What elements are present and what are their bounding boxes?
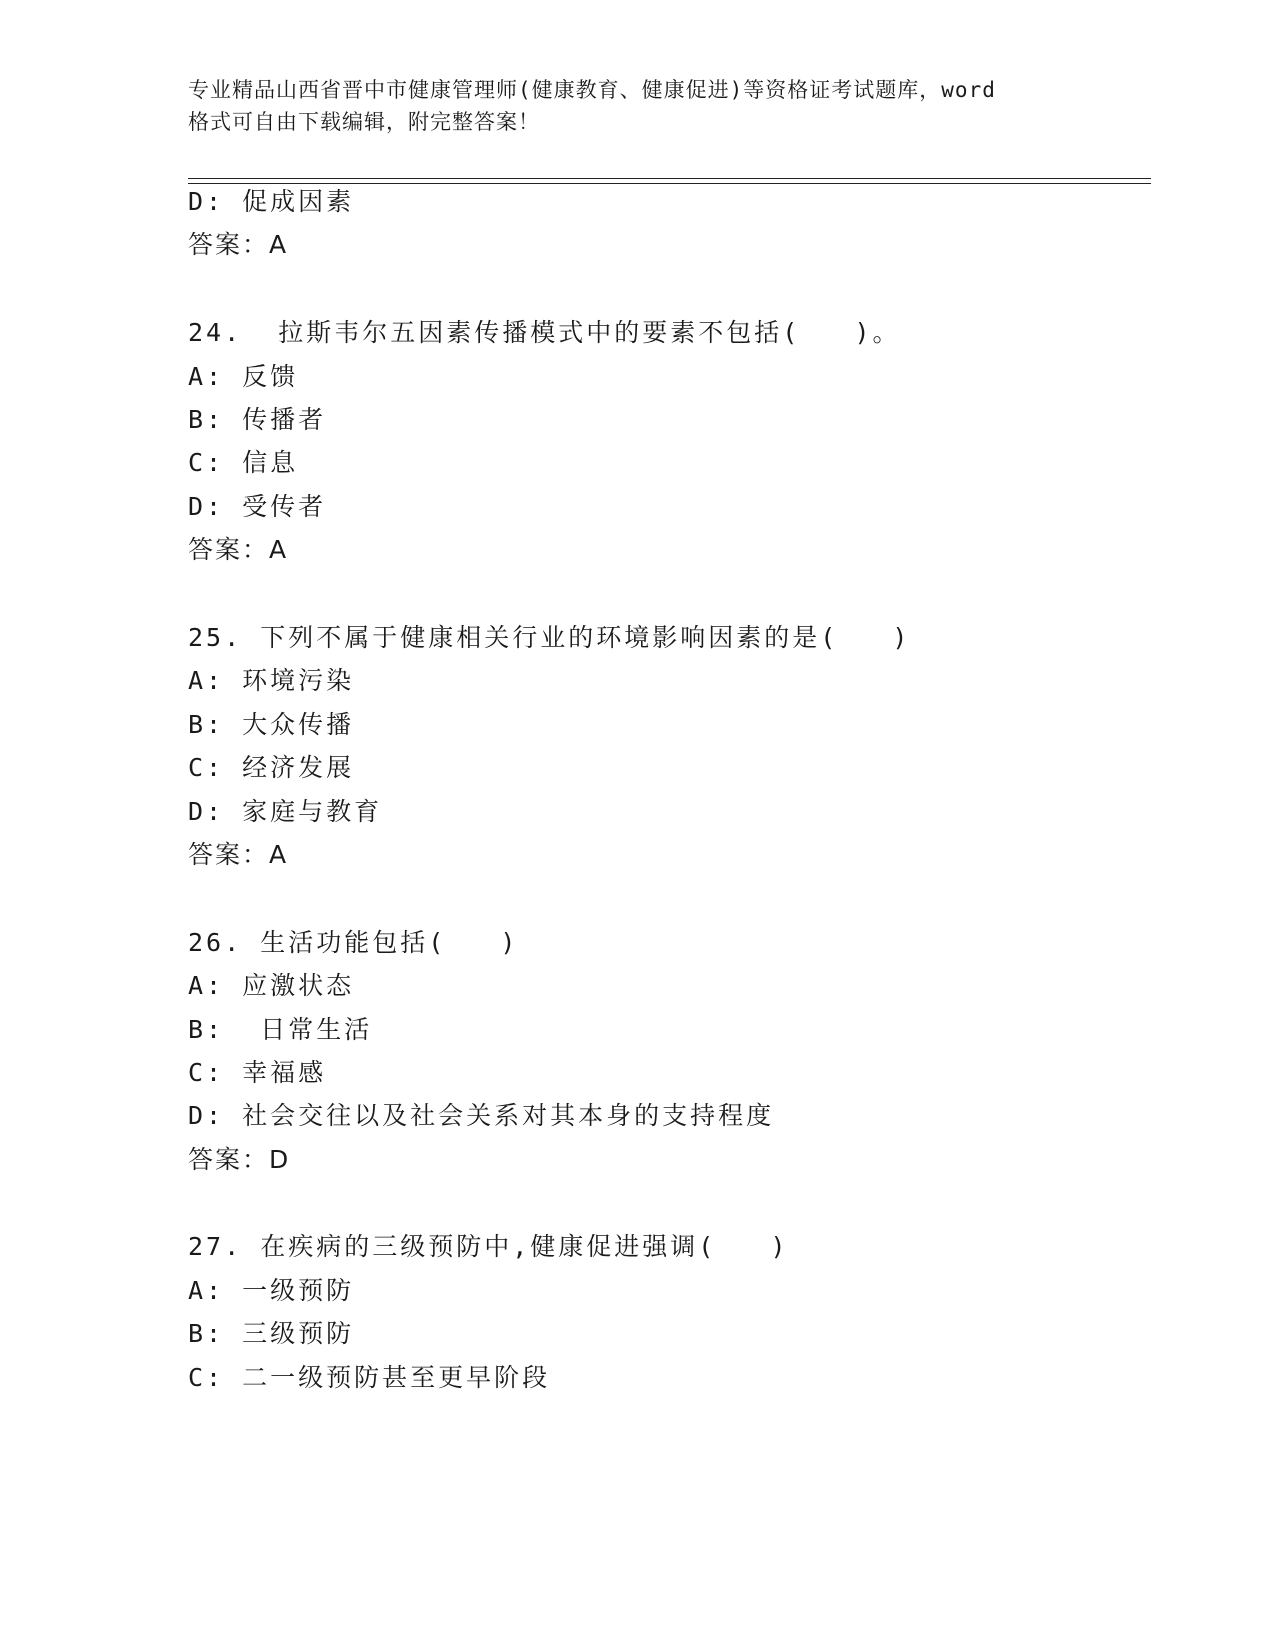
question-25-option-c: C: 经济发展 bbox=[188, 753, 355, 782]
question-27-option-b: B: 三级预防 bbox=[188, 1319, 355, 1348]
question-26-option-c: C: 幸福感 bbox=[188, 1058, 327, 1087]
question-24-answer: 答案：A bbox=[188, 535, 289, 564]
question-25-answer: 答案：A bbox=[188, 840, 289, 869]
question-26-option-b: B: 日常生活 bbox=[188, 1015, 373, 1044]
question-24-stem: 24. 拉斯韦尔五因素传播模式中的要素不包括( )。 bbox=[188, 318, 901, 347]
header-line-1: 专业精品山西省晋中市健康管理师(健康教育、健康促进)等资格证考试题库，word bbox=[188, 78, 996, 102]
question-26-option-a: A: 应激状态 bbox=[188, 971, 355, 1000]
question-27-stem: 27. 在疾病的三级预防中,健康促进强调( ) bbox=[188, 1232, 789, 1261]
question-27-option-c: C: 二一级预防甚至更早阶段 bbox=[188, 1363, 551, 1392]
header-divider-top bbox=[188, 178, 1151, 179]
header-line-2: 格式可自由下载编辑，附完整答案！ bbox=[188, 110, 540, 134]
question-24-option-a: A: 反馈 bbox=[188, 362, 299, 391]
header-divider-bottom bbox=[188, 183, 1151, 184]
question-25-option-b: B: 大众传播 bbox=[188, 710, 355, 739]
question-24-option-b: B: 传播者 bbox=[188, 405, 327, 434]
prev-answer: 答案：A bbox=[188, 230, 289, 259]
question-25-option-d: D: 家庭与教育 bbox=[188, 797, 383, 826]
question-27-option-a: A: 一级预防 bbox=[188, 1276, 355, 1305]
question-26-answer: 答案：D bbox=[188, 1145, 291, 1174]
question-24-option-c: C: 信息 bbox=[188, 448, 299, 477]
question-24-option-d: D: 受传者 bbox=[188, 492, 327, 521]
document-header bbox=[188, 74, 1088, 138]
question-25-stem: 25. 下列不属于健康相关行业的环境影响因素的是( ) bbox=[188, 623, 911, 652]
prev-option-d: D: 促成因素 bbox=[188, 187, 355, 216]
question-26-option-d: D: 社会交往以及社会关系对其本身的支持程度 bbox=[188, 1101, 775, 1130]
question-25-option-a: A: 环境污染 bbox=[188, 666, 355, 695]
question-26-stem: 26. 生活功能包括( ) bbox=[188, 928, 519, 957]
